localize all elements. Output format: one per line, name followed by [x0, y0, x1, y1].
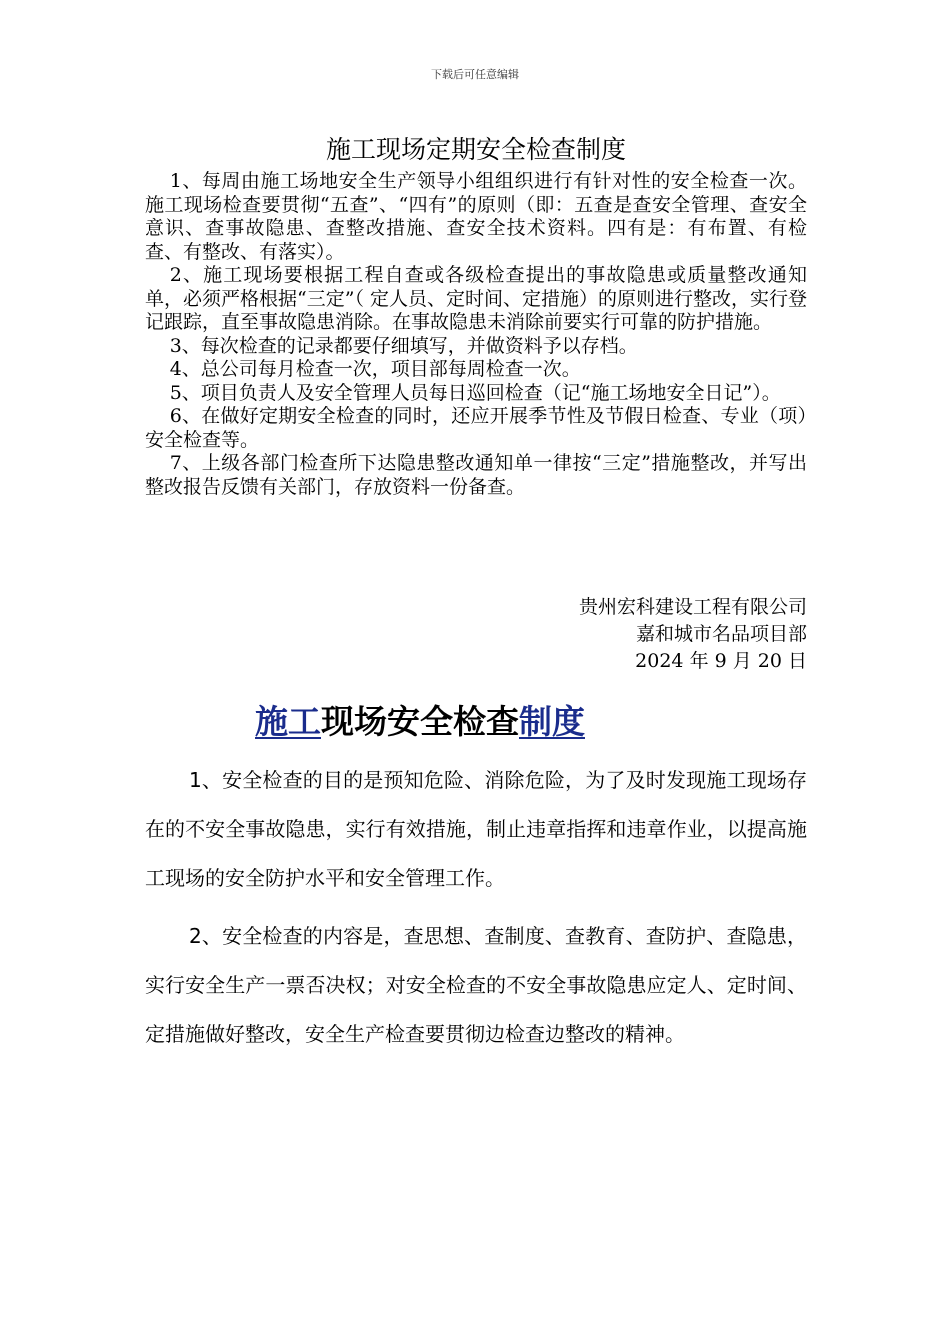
- signature-department: 嘉和城市名品项目部: [635, 623, 807, 645]
- document-title: 施工现场定期安全检查制度: [325, 135, 626, 164]
- signature-company: 贵州宏科建设工程有限公司: [578, 596, 807, 618]
- signature-date: 2024 年 9 月 20 日: [635, 650, 807, 672]
- second-document-title: [0, 700, 840, 744]
- regulation-item-1: 1、每周由施工场地安全生产领导小组组织进行有针对性的安全检查一次。施工现场检查要贯彻“五查”、“四有”的原则（即：五查是查安全管理、查安全意识、查事故隐患、查整改措施、查安全技术资料。四有是：有布置、有检查、有整改、有落实）。: [145, 170, 807, 263]
- safety-check-item-1: 1、安全检查的目的是预知危险、消除危险，为了及时发现施工现场存在的不安全事故隐患，实行有效措施，制止违章指挥和违章作业，以提高施工现场的安全防护水平和安全管理工作。: [145, 768, 807, 890]
- regulation-item-3: 3、每次检查的记录都要仔细填写，并做资料予以存档。: [169, 334, 638, 357]
- regulation-item-2: 2、施工现场要根据工程自查或各级检查提出的事故隐患或质量整改通知单，必须严格根据“三定”（ 定人员、定时间、定措施）的原则进行整改，实行登记跟踪，直至事故隐患消除。在事故隐患未消除前要实行可靠的防护措施。: [145, 264, 807, 333]
- signature-block: [579, 594, 807, 675]
- regulation-item-5: 5、项目负责人及安全管理人员每日巡回检查（记“施工场地安全日记”）。: [169, 381, 781, 404]
- header-note: 下载后可任意编辑: [431, 68, 519, 81]
- regulation-section-periodic: [145, 130, 807, 499]
- title-link-construction[interactable]: 施工: [255, 702, 321, 741]
- regulation-item-6: 6、在做好定期安全检查的同时，还应开展季节性及节假日检查、专业（项）安全检查等。: [145, 405, 807, 451]
- regulation-item-7: 7、上级各部门检查所下达隐患整改通知单一律按“三定”措施整改，并写出整改报告反馈有关部门，存放资料一份备查。: [145, 452, 807, 498]
- title-link-system[interactable]: 制度: [519, 702, 585, 741]
- title-text-middle: 现场安全检查: [321, 702, 519, 741]
- regulation-section-safety-check: [145, 756, 807, 1068]
- safety-check-item-2: 2、安全检查的内容是，查思想、查制度、查教育、查防护、查隐患，实行安全生产一票否决权；对安全检查的不安全事故隐患应定人、定时间、定措施做好整改，安全生产检查要贯彻边检查边整改的精神。: [145, 924, 807, 1046]
- regulation-item-4: 4、总公司每月检查一次，项目部每周检查一次。: [169, 358, 581, 380]
